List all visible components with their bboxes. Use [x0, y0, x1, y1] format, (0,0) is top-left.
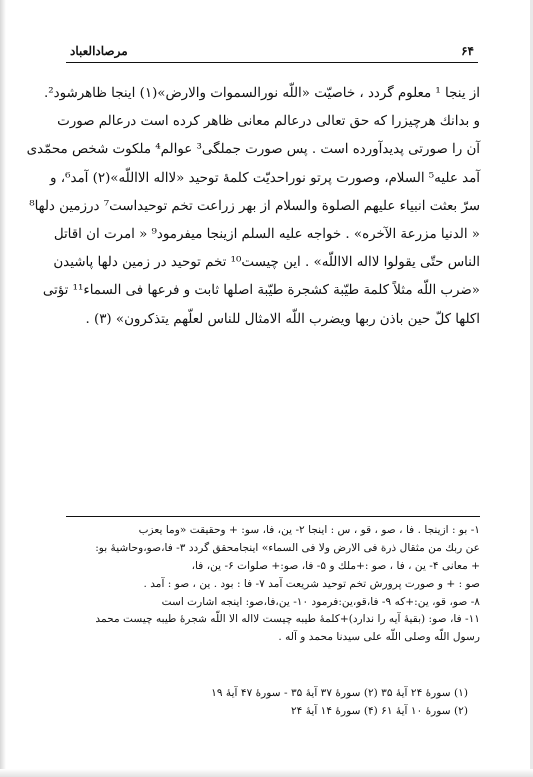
- footnote-line: ۸- صو، قو، ین:+که ۹- فا،قو،ین:فرمود ۱۰- ین،فا،صو: اینجه اشارت است: [161, 595, 480, 608]
- reference-line: (۱) سورهٔ ۲۴ آیهٔ ۳۵ (۲) سورهٔ ۳۷ آیهٔ ۳۵ - سورهٔ ۴۷ آیهٔ ۱۹: [211, 687, 468, 699]
- footnote-line: رسول اللّه وصلی اللّه علی سیدنا محمد و آله .: [278, 631, 480, 644]
- page-header: [66, 44, 478, 62]
- footnote-line: + معانی ۴- ین ، فا ، صو :+ملك و ۵- فا، صو:+ صلوات ۶- ین، فا،: [191, 559, 480, 572]
- text-line: و بدانك هرچیزرا که حق تعالی درعالم معانی ظاهر کرده است درعالم صورت: [57, 114, 480, 130]
- page-bottom-edge: [0, 769, 533, 777]
- footnote-divider: [66, 516, 480, 517]
- main-text: [26, 80, 480, 334]
- text-line: آن را صورتی پدیدآورده است . پس صورت جملگی³ عوالم⁴ ملکوت شخص محمّدی: [26, 142, 480, 158]
- footnote-line: صو : + و صورت پرورش تخم توحید شریعت آمد ۷- فا : بود . ین ، صو : آمد .: [143, 577, 480, 590]
- footnote-line: ۱- بو : ازینجا . فا ، صو ، قو ، س : اینجا ۲- ین، فا، سو: + وحقیقت «وما یعزب: [138, 524, 480, 536]
- variant-footnotes: [64, 522, 480, 647]
- text-line: الناس حتّی یقولوا لااله الااللّه» . این چیست¹⁰ تخم توحید در زمین دلها پاشیدن: [53, 255, 480, 271]
- text-line: سرّ بعثت انبیاء علیهم الصلوة والسلام از بهر زراعت تخم توحیداست⁷ درزمین دلها⁸: [29, 198, 480, 214]
- running-title: مرصادالعباد: [70, 44, 128, 58]
- quran-references: [88, 684, 468, 720]
- text-line: « الدنیا مزرعة الآخره» . خواجه علیه السلم ازینجا میفرمود⁹ « امرت ان اقاتل: [53, 226, 480, 242]
- footnote-line: عن ربك من مثقال ذرة فی الارض ولا فی السماء» اینجامحقق گردد ۳- فا،صو،وحاشیهٔ بو:: [95, 541, 480, 554]
- text-line: آمد علیه⁵ السلام، وصورت پرتو نوراحدیّت کلمهٔ توحید «لااله الااللّه»(٢) آمد⁶، و: [50, 170, 480, 186]
- text-line: اکلها کلّ حین باذن ربها ویضرب اللّه الامثال للناس لعلّهم یتذکرون» (٣) .: [85, 311, 480, 327]
- text-line: از ینجا ¹ معلوم گردد ، خاصیّت «اللّه نورالسموات والارض»(١) اینجا ظاهرشود².: [43, 86, 480, 101]
- page-left-edge: [0, 0, 6, 777]
- header-divider: [66, 62, 478, 63]
- reference-line: (۲) سورهٔ ۱۰ آیهٔ ۶۱ (۴) سورهٔ ۱۴ آیهٔ ۲۴: [290, 705, 468, 717]
- footnote-line: ۱۱- فا، صو: (بقیهٔ آیه را ندارد)+کلمهٔ طیبه چیست لااله الا اللّه شجرهٔ طیبه چیست محمد: [95, 613, 480, 626]
- page-number: ۶۴: [461, 44, 474, 58]
- text-line: «ضرب اللّه مثلاً کلمة طیّبة کشجرة طیّبة اصلها ثابت و فرعها فی السماء¹¹ تؤتی: [42, 283, 480, 299]
